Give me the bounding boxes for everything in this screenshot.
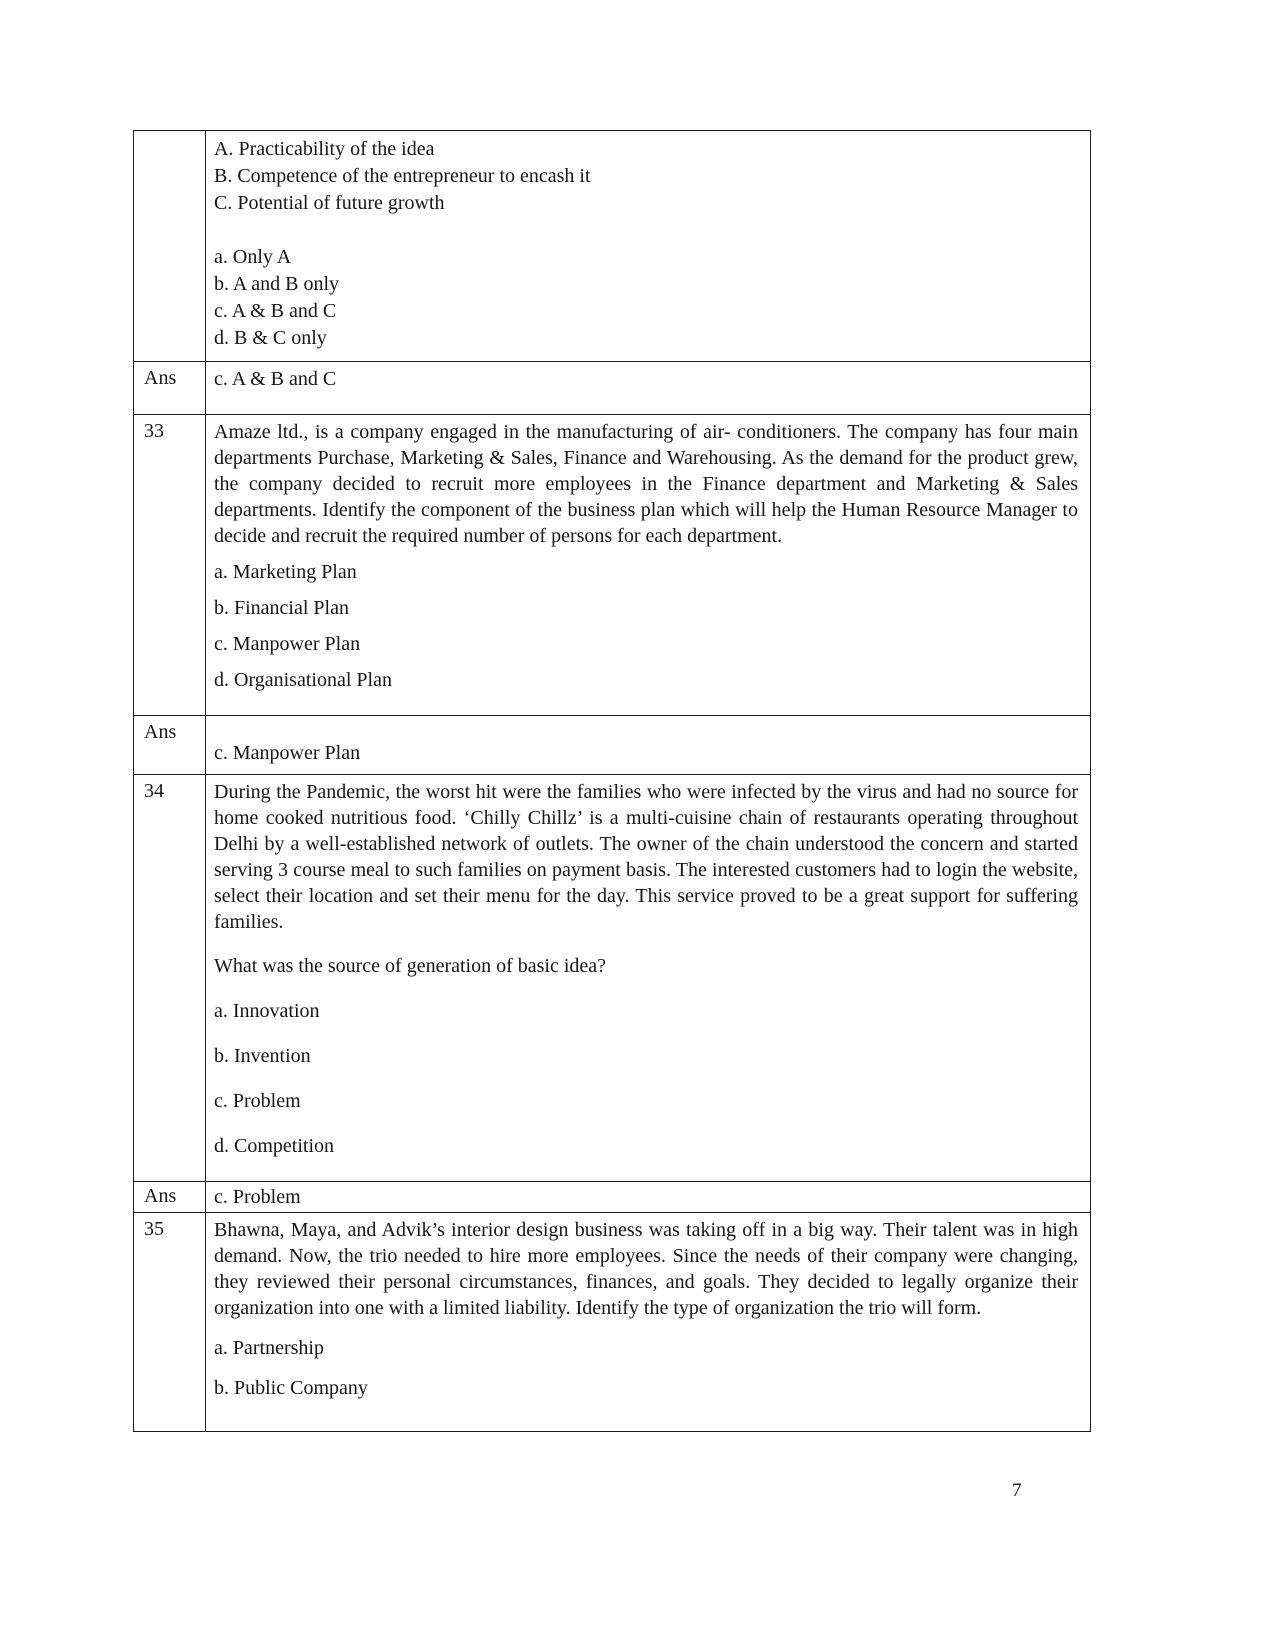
option-line: a. Marketing Plan — [214, 561, 357, 583]
option-line: b. Invention — [214, 1045, 311, 1067]
question-number: 34 — [134, 775, 206, 1181]
option-line: d. B & C only — [214, 327, 327, 349]
option-line: b. Public Company — [214, 1377, 368, 1399]
question-text: Amaze ltd., is a company engaged in the manufacturing of air- conditioners. The company has four main departments Purchase, Marketing & Sales, Finance and Warehousing. As the demand for the product grew, the company decided to recruit more employees in the Finance department and Marketing & Sales departments. Identify the component of the business plan which will help the Human Resource Manager to decide and recruit the required number of persons for each department. — [214, 421, 1078, 547]
option-line: a. Innovation — [214, 1000, 320, 1022]
option-line: a. Partnership — [214, 1337, 324, 1359]
question-text: Bhawna, Maya, and Advik’s interior design business was taking off in a big way. Their talent was in high demand. Now, the trio needed to hire more employees. Since the needs of their company were changing, they reviewed their personal circumstances, finances, and goals. They decided to legally organize their organization into one with a limited liability. Identify the type of organization the trio will form. — [214, 1219, 1078, 1319]
options-list — [214, 998, 1078, 1159]
option-line: b. Financial Plan — [214, 597, 349, 619]
statement-line: C. Potential of future growth — [214, 192, 445, 214]
answer-body — [206, 1182, 1090, 1212]
option-line: a. Only A — [214, 246, 292, 268]
answer-text: c. Problem — [214, 1186, 301, 1208]
statement-line: B. Competence of the entrepreneur to encash it — [214, 165, 591, 187]
table-row-question-34 — [134, 775, 1090, 1182]
ans-label: Ans — [134, 362, 206, 414]
blank-line — [214, 216, 1078, 243]
question-body — [206, 131, 1090, 361]
question-table — [133, 130, 1091, 1432]
option-line: c. A & B and C — [214, 300, 337, 322]
option-line: d. Competition — [214, 1135, 334, 1157]
question-number: 33 — [134, 415, 206, 715]
table-row-question-35 — [134, 1213, 1090, 1431]
answer-text: c. A & B and C — [214, 368, 337, 390]
question-number: 35 — [134, 1213, 206, 1431]
ans-label: Ans — [134, 1182, 206, 1212]
options-list — [214, 559, 1078, 693]
table-row-answer-33 — [134, 716, 1090, 775]
answer-text: c. Manpower Plan — [214, 742, 361, 764]
options-list — [214, 1335, 1078, 1401]
ans-label: Ans — [134, 716, 206, 774]
answer-body — [206, 716, 1090, 774]
question-text: During the Pandemic, the worst hit were the families who were infected by the virus and had no source for home cooked nutritious food. ‘Chilly Chillz’ is a multi-cuisine chain of restaurants operating throughout Delhi by a well-established network of outlets. The owner of the chain understood the concern and started serving 3 course meal to such families on payment basis. The interested customers had to login the website, select their location and set their menu for the day. This service proved to be a great support for suffering families. — [214, 781, 1078, 933]
question-body — [206, 1213, 1090, 1431]
sub-question-text: What was the source of generation of basic idea? — [214, 955, 607, 977]
option-line: c. Manpower Plan — [214, 633, 361, 655]
option-line: c. Problem — [214, 1090, 301, 1112]
option-line: d. Organisational Plan — [214, 669, 392, 691]
table-row-answer-32 — [134, 362, 1090, 415]
question-body — [206, 775, 1090, 1181]
question-body — [206, 415, 1090, 715]
page-number: 7 — [1012, 1480, 1022, 1501]
table-row-question-33 — [134, 415, 1090, 716]
statement-line: A. Practicability of the idea — [214, 138, 435, 160]
option-line: b. A and B only — [214, 273, 340, 295]
table-row-answer-34 — [134, 1182, 1090, 1213]
table-row-q32-continued — [134, 131, 1090, 362]
question-number-cell-empty — [134, 131, 206, 361]
answer-body — [206, 362, 1090, 414]
